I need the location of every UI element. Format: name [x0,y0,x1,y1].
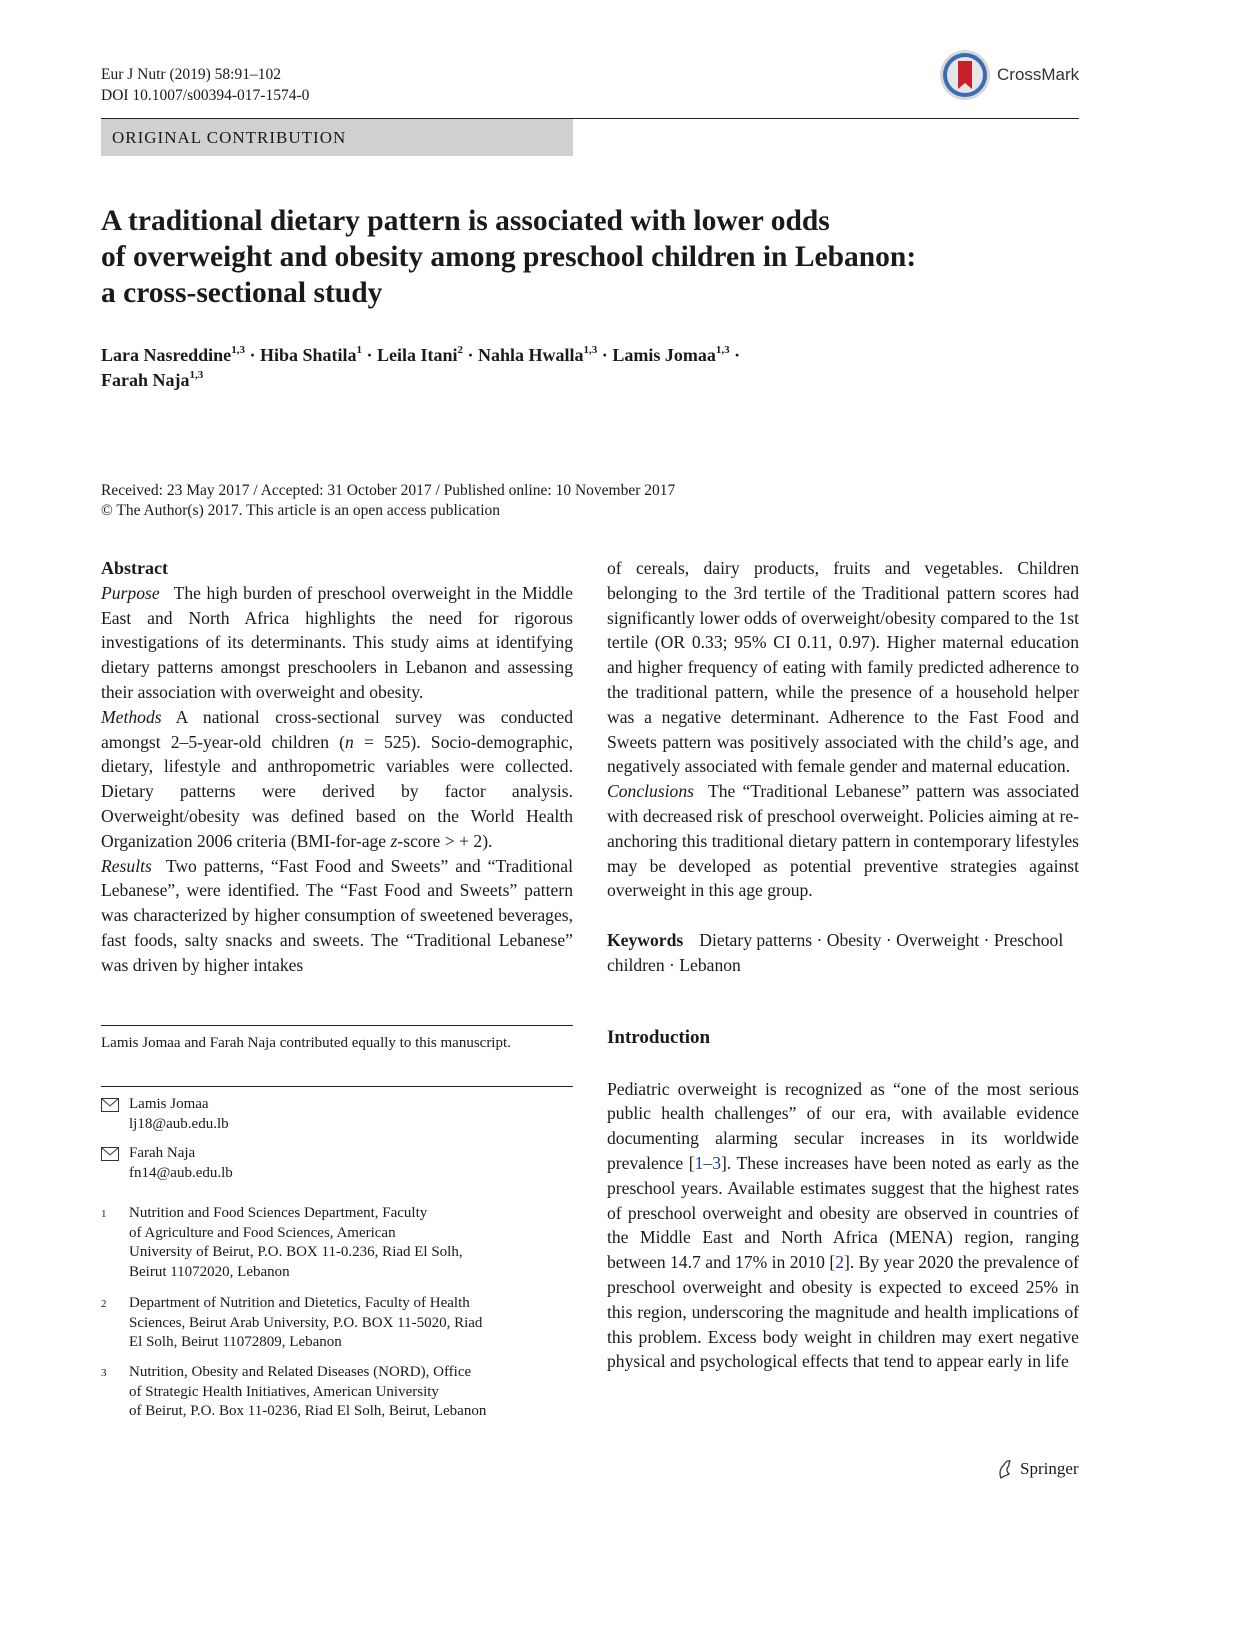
author-separator: · [463,345,479,365]
springer-horse-icon [995,1458,1015,1480]
affiliation-number: 2 [101,1298,107,1310]
publisher-name: Springer [1020,1459,1079,1478]
title-line: of overweight and obesity among preschool children in Lebanon: [101,241,917,273]
author-name[interactable]: Hiba Shatila [259,345,357,365]
footnote-rule [101,1025,573,1026]
corresponding-author [101,1095,573,1134]
affiliation-line: Department of Nutrition and Dietetics, Faculty of Health [129,1295,470,1311]
conclusions-label: Conclusions [607,781,694,802]
footnote-rule [101,1086,573,1087]
affiliation-number: 1 [101,1208,107,1220]
author-line [101,343,1081,368]
affiliation-line: Nutrition, Obesity and Related Diseases (NORD), Office [129,1364,472,1380]
affiliation-line: of Agriculture and Food Sciences, American [129,1224,396,1241]
introduction-heading: Introduction [607,1026,711,1048]
methods-label: Methods [101,706,162,727]
author-affiliation: 1,3 [583,344,598,356]
contact-email[interactable]: fn14@aub.edu.lb [129,1164,233,1181]
abstract-results [101,854,573,978]
doi-line[interactable]: DOI 10.1007/s00394-017-1574-0 [101,87,310,104]
envelope-icon [101,1147,119,1161]
abstract-left-column [101,556,573,978]
copyright-line: © The Author(s) 2017. This article is an open access publication [101,502,501,519]
affiliation [101,1204,573,1282]
citation-link[interactable]: 3 [712,1152,721,1173]
affiliation [101,1294,573,1353]
results-text: Two patterns, “Fast Food and Sweets” and “Traditional Lebanese”, were identified. The “Fast Food and Sweets” pattern was characterized by higher consumption of sweetened beverages, fast foods, salty snacks and sweets. The “Traditional Lebanese” was driven by higher intakes [101,855,573,975]
abstract-methods [101,705,573,854]
crossmark-label: CrossMark [997,65,1080,84]
affiliation-number: 3 [101,1367,107,1379]
contact-email[interactable]: lj18@aub.edu.lb [129,1115,229,1132]
introduction-paragraph [607,1077,1079,1375]
affiliation-line: Beirut 11072020, Lebanon [129,1263,290,1280]
journal-line: Eur J Nutr (2019) 58:91–102 [101,66,281,83]
affiliation-line: of Strategic Health Initiatives, American University [129,1383,439,1400]
publisher-logo [995,1458,1079,1480]
keywords-text: Dietary patterns · Obesity · Overweight · Preschool children · Lebanon [607,930,1064,975]
author-affiliation: 1,3 [189,369,204,381]
affiliation-line: Sciences, Beirut Arab University, P.O. BOX 11-5020, Riad [129,1314,483,1331]
conclusions-text: The “Traditional Lebanese” pattern was associated with decreased risk of preschool overweight. Policies aiming at re-anchoring this traditional dietary pattern in contemporary lifestyles may be developed as potential preventive strategies against overweight in this age group. [607,781,1079,901]
contact-entry [101,1144,573,1183]
abstract-heading: Abstract [101,558,168,578]
abstract-right-column [607,556,1079,1374]
author-name[interactable]: Leila Itani [377,345,458,365]
methods-text: A national cross-sectional survey was conducted amongst 2–5-year-old children ( [101,706,573,752]
results-label: Results [101,855,152,876]
author-line [101,368,1081,393]
journal-citation [101,64,309,106]
affiliation [101,1363,573,1422]
crossmark-icon [939,49,991,101]
methods-text: -score > + 2). [397,830,493,851]
intro-text: Pediatric overweight is recognized as “one of the most serious public health challenges” of our era, with available evidence documenting alarming secular increases in its worldwide prevalence [ [607,1078,1079,1173]
title-line: a cross-sectional study [101,277,383,309]
article-dates [101,481,675,521]
intro-text: ]. By year 2020 the prevalence of preschool overweight and obesity is expected to exceed 25% in this region, underscoring the magnitude and health implications of this problem. Excess body weight in children may exert negative physical and psychological effects that tend to appear early in life [607,1252,1079,1372]
contact-name: Lamis Jomaa [129,1096,209,1112]
author-affiliation: 2 [457,344,464,356]
citation-link[interactable]: 1 [694,1152,704,1173]
citation-link[interactable]: 2 [835,1252,844,1273]
author-separator: · [729,345,741,365]
citation-dash: – [703,1152,713,1173]
contact-name: Farah Naja [129,1145,196,1161]
author-name[interactable]: Nahla Hwalla [478,345,584,365]
intro-text: ]. These increases have been noted as early as the preschool years. Available estimates suggest that the highest rates of preschool overweight and obesity are observed in countries of the Middle East and North Africa (MENA) region, ranging between 14.7 and 17% in 2010 [ [607,1152,1079,1273]
author-affiliation: 1 [356,344,362,356]
purpose-text: The high burden of preschool overweight in the Middle East and North Africa highlights the need for rigorous investigations of its determinants. This study aims at identifying dietary patterns amongst preschoolers in Lebanon and assessing their association with overweight and obesity. [101,582,573,702]
affiliation-line: University of Beirut, P.O. BOX 11-0.236, Riad El Solh, [129,1244,463,1260]
methods-z: z [390,830,398,851]
author-affiliation: 1,3 [231,344,245,356]
author-name[interactable]: Lamis Jomaa [612,345,716,365]
affiliation-line: of Beirut, P.O. Box 11-0236, Riad El Solh, Beirut, Lebanon [129,1403,487,1419]
methods-n: n [345,731,354,752]
affiliation-line: Nutrition and Food Sciences Department, Faculty [129,1205,428,1221]
equal-contribution-note: Lamis Jomaa and Farah Naja contributed equally to this manuscript. [101,1035,511,1051]
envelope-icon [101,1098,119,1112]
results-continued: of cereals, dairy products, fruits and vegetables. Children belonging to the 3rd tertile of the Traditional pattern scores had significantly lower odds of overweight/obesity compared to the 1st tertile (OR 0.33; 95% CI 0.11, 0.97). Higher maternal education and higher frequency of eating with family predicted adherence to the traditional pattern, while the presence of a household helper was a negative determinant. Adherence to the Fast Food and Sweets pattern was positively associated with the child’s age, and negatively associated with female gender and maternal education. [607,558,1079,777]
article-title [101,203,1081,311]
crossmark-badge[interactable] [939,48,1079,102]
author-list [101,343,1081,393]
methods-text: = 525). Socio-demographic, dietary, lifestyle and anthropometric variables were collected. Dietary patterns were derived by factor analysis. Overweight/obesity was defined based on the World Health Organization 2006 criteria (BMI-for-age [101,731,573,851]
author-affiliation: 1,3 [715,344,730,356]
author-separator: · [244,345,260,365]
author-separator: · [361,345,377,365]
author-separator: · [597,345,613,365]
abstract-conclusions [607,779,1079,903]
contact-entry [101,1095,573,1134]
purpose-label: Purpose [101,582,160,603]
affiliation-line: El Solh, Beirut 11072809, Lebanon [129,1334,342,1350]
keywords-label: Keywords [607,930,684,951]
keywords [607,928,1079,978]
author-name[interactable]: Lara Nasreddine [101,345,232,365]
author-name[interactable]: Farah Naja [101,370,190,390]
section-banner: ORIGINAL CONTRIBUTION [101,119,573,156]
title-line: A traditional dietary pattern is associated with lower odds [101,205,830,237]
history-line: Received: 23 May 2017 / Accepted: 31 October 2017 / Published online: 10 November 2017 [101,482,676,499]
corresponding-author [101,1144,573,1183]
abstract-purpose [101,581,573,705]
